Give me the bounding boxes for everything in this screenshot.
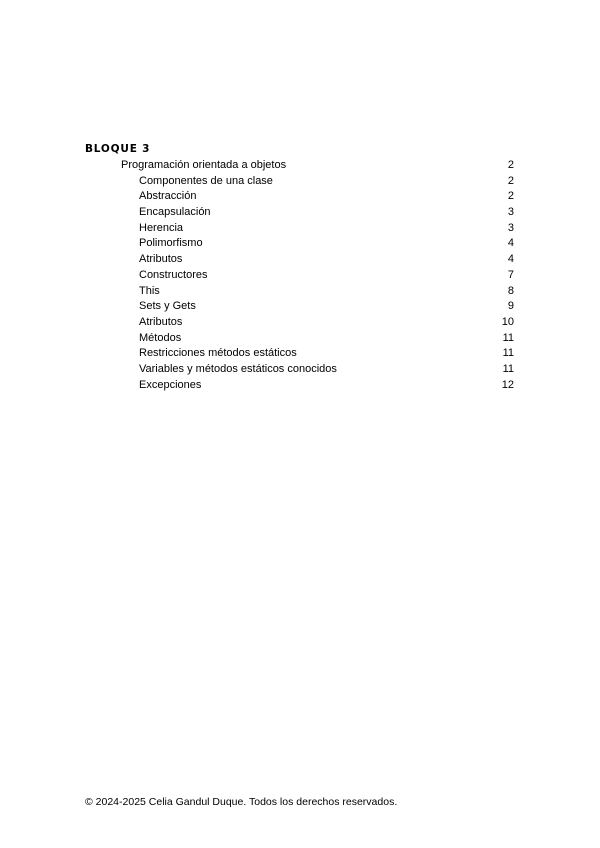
toc-entry-page: 11 — [502, 347, 514, 360]
toc-entry-label: Abstracción — [139, 190, 197, 203]
toc-entry-label: Restricciones métodos estáticos — [139, 347, 297, 360]
toc-entry-label: Programación orientada a objetos — [121, 159, 287, 171]
toc-entry-sets-y-gets[interactable] — [0, 299, 600, 315]
toc-entry-label: Variables y métodos estáticos conocidos — [139, 362, 337, 375]
copyright-footer: © 2024-2025 Celia Gandul Duque. Todos los derechos reservados. — [85, 796, 398, 808]
toc-entry-label: Encapsulación — [139, 206, 211, 219]
toc-entry-page: 9 — [507, 300, 514, 313]
toc-entry-variables-y-metodos-estaticos[interactable] — [0, 362, 600, 378]
toc-entry-label: Componentes de una clase — [139, 174, 273, 187]
toc-entry-page: 7 — [507, 268, 514, 281]
toc-entry-label: Herencia — [139, 221, 184, 234]
toc-entry-atributos-2[interactable] — [0, 315, 600, 331]
toc-entry-label: Atributos — [139, 253, 183, 266]
toc-entry-label: Constructores — [139, 268, 208, 281]
toc-entry-page: 11 — [502, 331, 514, 344]
toc-entry-page: 3 — [507, 206, 514, 219]
toc-entry-label: Polimorfismo — [139, 237, 203, 250]
table-of-contents — [0, 158, 600, 393]
toc-entry-page: 2 — [507, 159, 514, 171]
toc-entry-restricciones-metodos-estaticos[interactable] — [0, 346, 600, 362]
toc-entry-page: 12 — [501, 378, 514, 391]
block-title: BLOQUE 3 — [85, 143, 151, 155]
toc-entry-abstraccion[interactable] — [0, 189, 600, 205]
toc-entry-constructores[interactable] — [0, 268, 600, 284]
toc-entry-page: 11 — [502, 362, 514, 375]
toc-entry-page: 10 — [501, 315, 514, 328]
toc-entry-programacion-orientada-a-objetos[interactable] — [0, 158, 600, 174]
toc-entry-page: 2 — [507, 174, 514, 187]
toc-entry-page: 3 — [507, 221, 514, 234]
toc-entry-herencia[interactable] — [0, 221, 600, 237]
toc-entry-label: Excepciones — [139, 378, 202, 391]
toc-entry-atributos[interactable] — [0, 252, 600, 268]
toc-entry-page: 2 — [507, 190, 514, 203]
toc-entry-excepciones[interactable] — [0, 378, 600, 394]
toc-entry-metodos[interactable] — [0, 331, 600, 347]
toc-entry-label: This — [139, 284, 160, 297]
toc-entry-label: Métodos — [139, 331, 182, 344]
toc-entry-label: Atributos — [139, 315, 183, 328]
toc-entry-page: 4 — [507, 253, 514, 266]
toc-entry-page: 4 — [507, 237, 514, 250]
toc-entry-componentes-de-una-clase[interactable] — [0, 174, 600, 190]
toc-entry-polimorfismo[interactable] — [0, 236, 600, 252]
toc-entry-this[interactable] — [0, 284, 600, 300]
toc-entry-label: Sets y Gets — [139, 300, 196, 313]
toc-entry-encapsulacion[interactable] — [0, 205, 600, 221]
toc-entry-page: 8 — [507, 284, 514, 297]
